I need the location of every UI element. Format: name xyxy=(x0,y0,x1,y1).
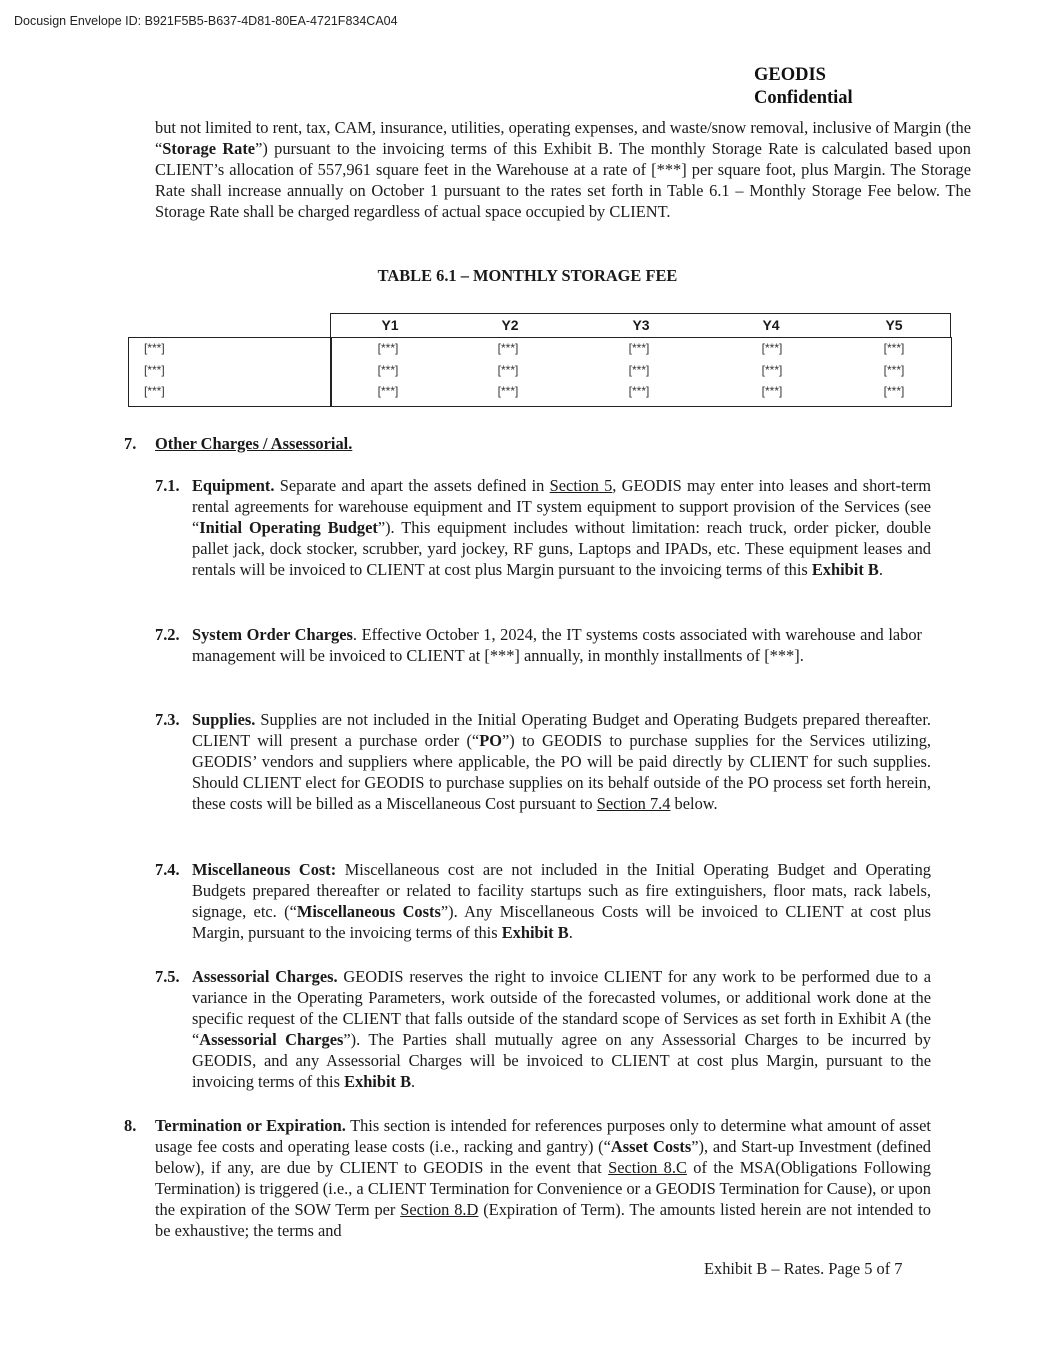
section-8-title: Termination or Expiration. xyxy=(155,1116,346,1135)
section-7-4-reference: Section 7.4 xyxy=(596,794,671,814)
header-company: GEODIS xyxy=(754,65,826,85)
page-footer: Exhibit B – Rates. Page 5 of 7 xyxy=(704,1259,903,1278)
table-cell: [***] xyxy=(761,363,783,377)
column-header: Y3 xyxy=(632,317,650,333)
intro-text-1: but not limited to rent, tax, CAM, insurance, utilities, operating expenses, and waste/snow removal, inclusive of Margin (the “ xyxy=(155,118,971,159)
storage-rate-paragraph xyxy=(155,117,971,222)
section-8-termination xyxy=(155,1115,931,1242)
table-cell: [***] xyxy=(628,363,650,377)
section-5-reference: Section 5 xyxy=(549,476,613,495)
column-header: Y4 xyxy=(762,317,780,333)
section-7-5-number: 7.5. xyxy=(155,967,180,986)
table-cell: [***] xyxy=(628,384,650,398)
table-cell: [***] xyxy=(497,341,519,355)
section-7-1-number: 7.1. xyxy=(155,476,180,495)
section-8d-reference: Section 8.D xyxy=(400,1200,479,1220)
section-8-text: This section is intended for references purposes only to determine what amount of asset usage fee costs and operating lease costs (i.e., racking and gantry) (“ xyxy=(155,1116,931,1157)
docusign-envelope-id: Docusign Envelope ID: B921F5B5-B637-4D81-80EA-4721F834CA04 xyxy=(14,14,398,28)
section-7-4-title: Miscellaneous Cost: xyxy=(192,860,337,879)
intro-text-2: ”) pursuant to the invoicing terms of this Exhibit B. The monthly Storage Rate is calculated based upon CLIENT’s allocation of 557,961 square feet in the Warehouse at a rate of [***] per square foot, plus Margin. The Storage Rate shall increase annually on October 1 pursuant to the rates set forth in Table 6.1 – Monthly Storage Fee below. The Storage Rate shall be charged regardless of actual space occupied by CLIENT. xyxy=(155,139,971,222)
section-7-3-title: Supplies. xyxy=(192,710,256,729)
section-7-4-miscellaneous-cost xyxy=(192,859,931,943)
row-label: [***] xyxy=(144,363,165,377)
section-7-3-text: Supplies are not included in the Initial Operating Budget and Operating Budgets prepared thereafter. CLIENT will present a purchase order (“ xyxy=(192,710,931,751)
header-confidentiality: Confidential xyxy=(754,88,853,108)
section-7-1-text: ”). This equipment includes without limitation: reach truck, order picker, double pallet jack, dock stocker, scrubber, yard jockey, RF guns, Laptops and IPADs, etc. These equipment leases and rentals will be invoiced to CLIENT at cost plus Margin pursuant to the invoicing terms of this xyxy=(192,518,931,580)
exhibit-b-reference: Exhibit B xyxy=(501,923,569,943)
section-7-3-supplies xyxy=(192,709,931,814)
storage-rate-term: Storage Rate xyxy=(162,139,256,159)
section-7-2-system-order-charges xyxy=(192,624,922,666)
section-7-4-text: ”). Any Miscellaneous Costs will be invoiced to CLIENT at cost plus Margin, pursuant to the invoicing terms of this xyxy=(192,902,931,943)
section-7-5-text: GEODIS reserves the right to invoice CLIENT for any work to be performed due to a variance in the Operating Parameters, work outside of the forecasted volumes, or additional work done at the specific request of the CLIENT that falls outside of the standard scope of Services as set forth in Exhibit A (the “ xyxy=(192,967,931,1050)
section-7-1-text: , GEODIS may enter into leases and short-term rental agreements for warehouse equipment and IT system equipment to support provision of the Services (see “ xyxy=(192,476,931,538)
table-title: TABLE 6.1 – MONTHLY STORAGE FEE xyxy=(377,266,678,285)
section-8c-reference: Section 8.C xyxy=(608,1158,687,1178)
section-7-3-number: 7.3. xyxy=(155,710,180,729)
po-term: PO xyxy=(479,731,502,751)
table-body-box xyxy=(128,337,952,407)
section-7-1-text: . xyxy=(878,560,883,580)
exhibit-b-reference: Exhibit B xyxy=(811,560,879,580)
section-7-5-text: ”). The Parties shall mutually agree on any Assessorial Charges to be incurred by GEODIS, and any Assessorial Charges will be invoiced to CLIENT at cost plus Margin, pursuant to the invoicing terms of this xyxy=(192,1030,931,1092)
table-cell: [***] xyxy=(497,384,519,398)
exhibit-b-reference: Exhibit B xyxy=(344,1072,412,1092)
section-7-2-text: . Effective October 1, 2024, the IT systems costs associated with warehouse and labor management will be invoiced to CLIENT at [***] annually, in monthly installments of [***]. xyxy=(192,625,923,666)
table-cell: [***] xyxy=(497,363,519,377)
table-cell: [***] xyxy=(883,384,905,398)
table-cell: [***] xyxy=(761,384,783,398)
section-7-5-title: Assessorial Charges. xyxy=(192,967,338,986)
column-header: Y1 xyxy=(381,317,399,333)
section-7-5-text: . xyxy=(411,1072,416,1092)
table-cell: [***] xyxy=(628,341,650,355)
section-7-2-number: 7.2. xyxy=(155,625,180,644)
section-8-number: 8. xyxy=(124,1116,137,1135)
table-cell: [***] xyxy=(761,341,783,355)
section-7-4-text: . xyxy=(568,923,573,943)
section-7-4-text: Miscellaneous cost are not included in the Initial Operating Budget and Operating Budgets prepared thereafter or related to facility startups such as fire extinguishers, floor mats, rack labels, signage, etc. (“ xyxy=(192,860,932,922)
section-7-3-text: ”) to GEODIS to purchase supplies for the Services utilizing, GEODIS’ vendors and suppliers where applicable, the PO will be paid directly by CLIENT for such supplies. Should CLIENT elect for GEODIS to purchase supplies on its behalf outside of the PO process set forth herein, these costs will be billed as a Miscellaneous Cost pursuant to xyxy=(192,731,931,814)
section-8-text: (Expiration of Term). The amounts listed herein are not intended to be exhaustive; the terms and xyxy=(155,1200,931,1241)
table-cell: [***] xyxy=(883,341,905,355)
miscellaneous-costs-term: Miscellaneous Costs xyxy=(296,902,441,922)
table-cell: [***] xyxy=(377,363,399,377)
table-cell: [***] xyxy=(883,363,905,377)
section-8-text: ”), and Start-up Investment (defined below), if any, are due by CLIENT to GEODIS in the event that xyxy=(155,1137,931,1178)
monthly-storage-fee-table xyxy=(128,313,952,407)
row-label: [***] xyxy=(144,384,165,398)
section-7-1-equipment xyxy=(192,475,931,580)
row-label: [***] xyxy=(144,341,165,355)
column-header: Y2 xyxy=(501,317,519,333)
section-7-title: Other Charges / Assessorial. xyxy=(155,434,353,453)
section-7-1-title: Equipment. xyxy=(192,476,275,495)
table-column-divider xyxy=(330,337,332,407)
initial-operating-budget-term: Initial Operating Budget xyxy=(199,518,378,538)
section-7-3-text: below. xyxy=(670,794,718,814)
table-cell: [***] xyxy=(377,384,399,398)
table-cell: [***] xyxy=(377,341,399,355)
section-7-2-title: System Order Charges xyxy=(192,625,353,644)
column-header: Y5 xyxy=(885,317,903,333)
section-7-4-number: 7.4. xyxy=(155,860,180,879)
section-7-number: 7. xyxy=(124,434,137,453)
section-7-1-text: Separate and apart the assets defined in xyxy=(274,476,550,495)
section-8-text: of the MSA(Obligations Following Termination) is triggered (i.e., a CLIENT Termination for Convenience or a GEODIS Termination for Cause), or upon the expiration of the SOW Term per xyxy=(155,1158,931,1220)
confidential-header xyxy=(754,64,853,110)
section-7-5-assessorial-charges xyxy=(192,966,931,1093)
assessorial-charges-term: Assessorial Charges xyxy=(199,1030,344,1050)
asset-costs-term: Asset Costs xyxy=(610,1137,692,1157)
